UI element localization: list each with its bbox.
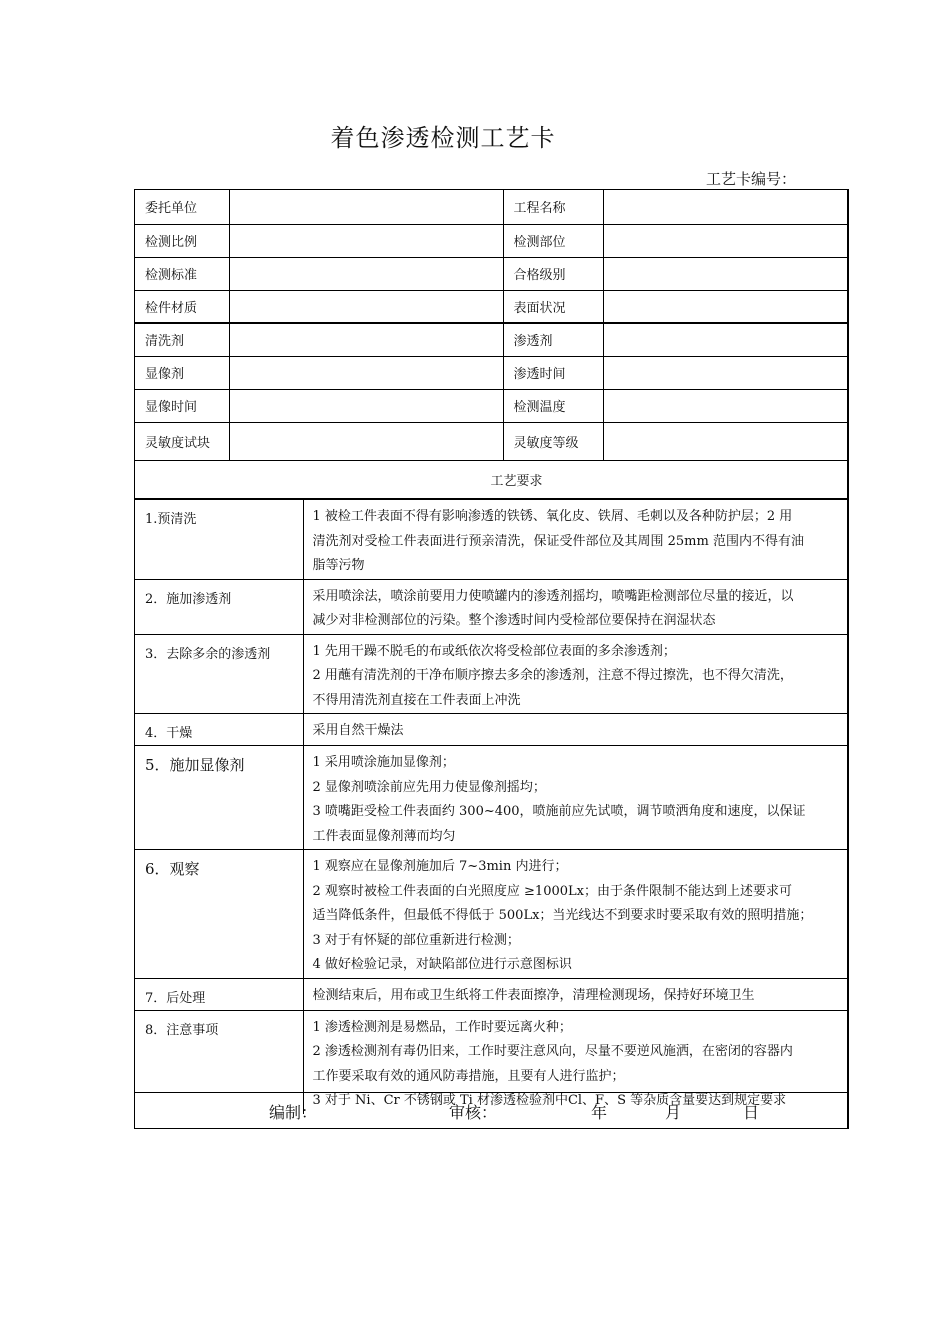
info-row	[135, 422, 848, 460]
info-row	[135, 389, 848, 422]
step-line: 2 渗透检测剂有毒仍旧来，工作时要注意风向，尽量不要逆风施洒，在密闭的容器内	[312, 1044, 793, 1059]
step-row	[135, 746, 848, 850]
step-line: 1 被检工件表面不得有影响渗透的铁锈、氧化皮、铁屑、毛刺以及各种防护层；2 用	[312, 509, 793, 524]
info-label-inspection-part: 检测部位	[503, 224, 603, 257]
info-value-cleaner[interactable]	[229, 323, 503, 356]
info-row	[135, 224, 848, 257]
step-line: 4 做好检验记录，对缺陷部位进行示意图标识	[312, 957, 572, 972]
info-value-inspection-temperature[interactable]	[603, 389, 848, 422]
step-line: 工作要采取有效的通风防毒措施，且要有人进行监护；	[312, 1068, 625, 1084]
info-value-inspection-ratio[interactable]	[229, 224, 503, 257]
step-text	[303, 500, 848, 580]
step-line: 2 显像剂喷涂前应先用力使显像剂摇均；	[312, 779, 546, 795]
step-label: 4．干燥	[135, 714, 303, 746]
step-line: 不得用清洗剂直接在工件表面上冲洗	[312, 692, 521, 708]
info-label-cleaner: 清洗剂	[135, 323, 229, 356]
info-label-acceptance-level: 合格级别	[503, 257, 603, 290]
info-value-developing-time[interactable]	[229, 389, 503, 422]
prepared-by-label: 编制：	[269, 1103, 318, 1122]
info-row	[135, 190, 848, 224]
info-label-material: 检件材质	[135, 290, 229, 323]
step-text	[303, 714, 848, 746]
step-label: 7．后处理	[135, 978, 303, 1010]
step-line: 3 喷嘴距受检工件表面约 300~400，喷施前应先试喷，调节喷洒角度和速度，以保证	[312, 804, 806, 819]
step-row	[135, 500, 848, 580]
info-value-project-name[interactable]	[603, 190, 848, 224]
signature-footer	[135, 1092, 848, 1128]
step-line: 3 对于有怀疑的部位重新进行检测；	[312, 932, 520, 948]
info-row	[135, 356, 848, 389]
process-card-table	[134, 189, 849, 1129]
step-row	[135, 634, 848, 714]
info-value-penetration-time[interactable]	[603, 356, 848, 389]
info-value-developer[interactable]	[229, 356, 503, 389]
step-row	[135, 978, 848, 1010]
info-value-standard[interactable]	[229, 257, 503, 290]
info-label-developing-time: 显像时间	[135, 389, 229, 422]
info-value-sensitivity-block[interactable]	[229, 422, 503, 460]
info-row	[135, 257, 848, 290]
info-value-client[interactable]	[229, 190, 503, 224]
info-label-sensitivity-level: 灵敏度等级	[503, 422, 603, 460]
day-label: 日	[743, 1103, 760, 1122]
step-row	[135, 714, 848, 746]
info-value-penetrant[interactable]	[603, 323, 848, 356]
info-label-surface-condition: 表面状况	[503, 290, 603, 323]
step-text	[303, 746, 848, 850]
step-line: 适当降低条件，但最低不得低于 500Lx；当光线达不到要求时要采取有效的照明措施；	[312, 908, 813, 923]
info-label-client: 委托单位	[135, 190, 229, 224]
info-label-penetrant: 渗透剂	[503, 323, 603, 356]
info-label-project-name: 工程名称	[503, 190, 603, 224]
info-label-inspection-ratio: 检测比例	[135, 224, 229, 257]
requirements-header: 工艺要求	[135, 465, 848, 499]
step-text	[303, 978, 848, 1010]
step-text	[303, 579, 848, 634]
step-row	[135, 579, 848, 634]
step-text	[303, 634, 848, 714]
step-line: 清洗剂对受检工件表面进行预亲清洗，保证受件部位及其周围 25mm 范围内不得有油	[312, 533, 804, 549]
month-label: 月	[665, 1103, 682, 1122]
step-label: 3．去除多余的渗透剂	[135, 634, 303, 714]
step-line: 2 观察时被检工件表面的白光照度应 ≥1000Lx；由于条件限制不能达到上述要求可	[312, 883, 792, 899]
step-line: 脂等污物	[312, 558, 365, 573]
info-table	[135, 190, 848, 461]
step-text	[303, 850, 848, 979]
step-line: 工件表面显像剂薄而均匀	[312, 828, 456, 844]
info-label-sensitivity-block: 灵敏度试块	[135, 422, 229, 460]
steps-table	[135, 499, 848, 1114]
step-line: 采用喷涂法，喷涂前要用力使喷罐内的渗透剂摇均，喷嘴距检测部位尽量的接近，以	[312, 588, 794, 604]
step-label: 8．注意事项	[135, 1010, 303, 1114]
info-value-material[interactable]	[229, 290, 503, 323]
info-value-acceptance-level[interactable]	[603, 257, 848, 290]
step-label: 5．施加显像剂	[135, 746, 303, 850]
year-label: 年	[591, 1103, 608, 1122]
step-label: 6．观察	[135, 850, 303, 979]
reviewed-by-label: 审核：	[449, 1103, 498, 1122]
step-line: 2 用蘸有清洗剂的干净布顺序擦去多余的渗透剂，注意不得过擦洗，也不得欠清洗，	[312, 668, 793, 683]
step-label: 1.预清洗	[135, 500, 303, 580]
info-label-developer: 显像剂	[135, 356, 229, 389]
info-value-sensitivity-level[interactable]	[603, 422, 848, 460]
step-line: 1 渗透检测剂是易燃品，工作时要远离火种；	[312, 1019, 572, 1035]
card-number-label: 工艺卡编号：	[706, 170, 797, 188]
info-label-penetration-time: 渗透时间	[503, 356, 603, 389]
step-line: 1 采用喷涂施加显像剂；	[312, 755, 455, 770]
step-line: 减少对非检测部位的污染。整个渗透时间内受检部位要保持在润湿状态	[312, 613, 716, 628]
step-row	[135, 850, 848, 979]
document-title: 着色渗透检测工艺卡	[330, 124, 556, 152]
step-line: 检测结束后，用布或卫生纸将工件表面擦净，清理检测现场，保持好环境卫生	[312, 987, 755, 1003]
step-label: 2．施加渗透剂	[135, 579, 303, 634]
info-label-standard: 检测标准	[135, 257, 229, 290]
info-value-inspection-part[interactable]	[603, 224, 848, 257]
info-row	[135, 290, 848, 323]
step-line: 1 观察应在显像剂施加后 7~3min 内进行；	[312, 859, 568, 874]
step-line: 3 对于 Ni、Cr 不锈钢或 Ti 材渗透检验剂中Cl、F、S 等杂质含量要达到规定要求	[312, 1093, 787, 1108]
info-row	[135, 323, 848, 356]
info-label-inspection-temperature: 检测温度	[503, 389, 603, 422]
step-line: 1 先用干躁不脱毛的布或纸依次将受检部位表面的多余渗透剂；	[312, 643, 676, 659]
info-value-surface-condition[interactable]	[603, 290, 848, 323]
step-line: 采用自然干燥法	[312, 723, 404, 738]
